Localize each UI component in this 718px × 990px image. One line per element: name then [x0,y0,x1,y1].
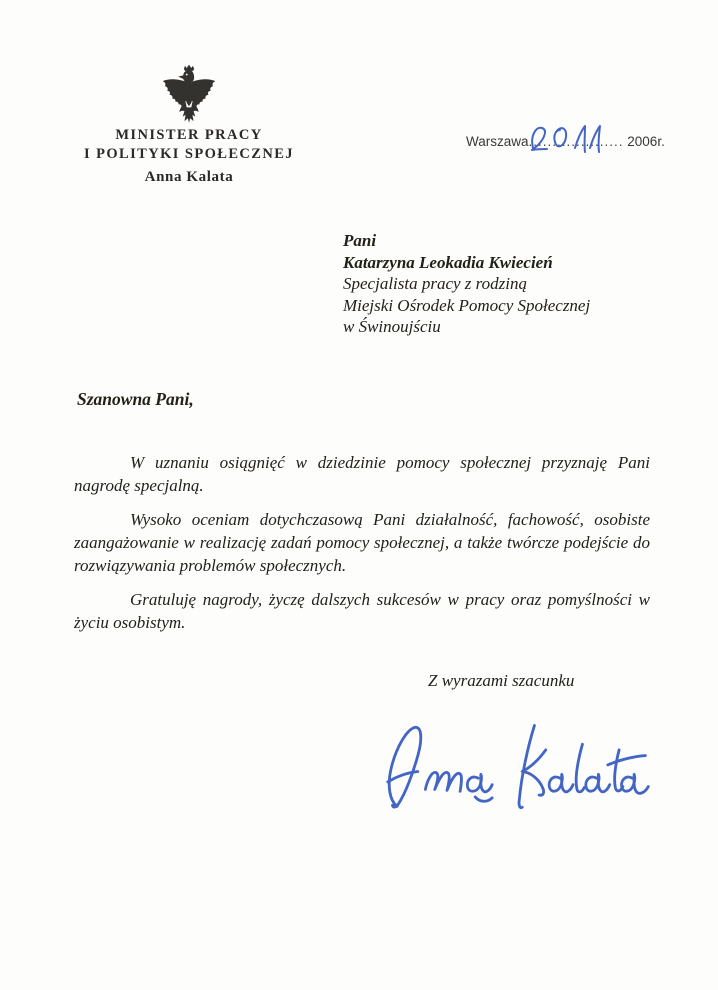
letter-body [74,451,650,645]
dateline-year: 2006r. [623,134,665,149]
paragraph-award: W uznaniu osiągnięć w dziedzinie pomocy społecznej przyznaję Pani nagrodę specjalną. [74,453,650,495]
ministry-title-line1: MINISTER PRACY [115,127,263,143]
ministry-title [58,126,320,164]
handwritten-date-ink [527,122,603,156]
recipient-salutation: Pani [343,231,377,250]
signature-anna-kalata [384,712,652,816]
greeting: Szanowna Pani, [77,389,194,409]
paragraph-congratulations: Gratuluję nagrody, życzę dalszych sukcesów w pracy oraz pomyślności w życiu osobistym. [74,590,650,632]
dateline-city: Warszawa [466,134,529,149]
minister-name: Anna Kalata [144,169,234,185]
closing-phrase: Z wyrazami szacunku [428,671,575,690]
recipient-title: Specjalista pracy z rodziną [343,274,527,293]
recipient-name: Katarzyna Leokadia Kwiecień [343,252,553,272]
recipient-block [343,230,590,338]
recipient-city: w Świnoujściu [343,317,441,336]
recipient-organization: Miejski Ośrodek Pomocy Społecznej [343,295,591,315]
dateline-dots: .................... [528,134,624,149]
paragraph-appreciation: Wysoko oceniam dotychczasową Pani działalność, fachowość, osobiste zaangażowanie w realizację zadań pomocy społecznej, a także twórcze podejście do rozwiązywania problemów społecznych. [74,510,650,575]
ministry-title-line2: I POLITYKI SPOŁECZNEJ [84,146,294,162]
polish-eagle-emblem [160,64,218,128]
